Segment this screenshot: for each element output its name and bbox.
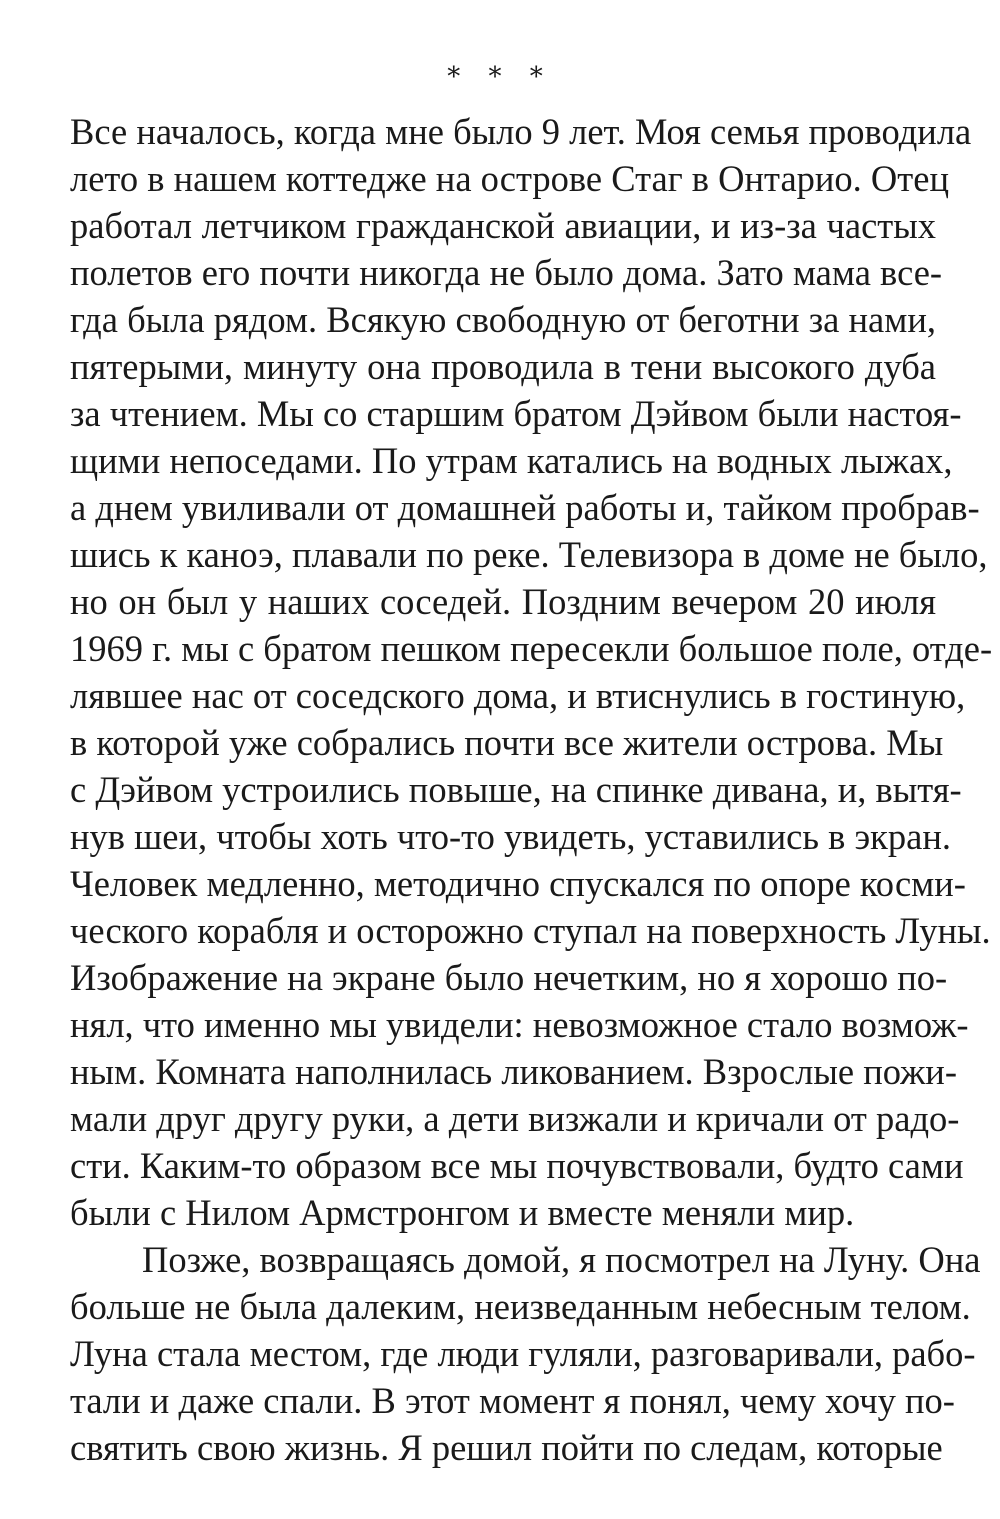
text-line: ным. Комната наполнилась ликованием. Взрослые пожи- <box>70 1051 957 1092</box>
text-line: были с Нилом Армстронгом и вместе меняли мир. <box>70 1192 855 1233</box>
text-line: Луна стала местом, где люди гуляли, разговаривали, рабо- <box>70 1333 976 1374</box>
text-line: работал летчиком гражданской авиации, и из-за частых <box>70 205 936 246</box>
text-line: ческого корабля и осторожно ступал на поверхность Луны. <box>70 910 991 951</box>
text-line: больше не была далеким, неизведанным небесным телом. <box>70 1286 971 1327</box>
text-line: нял, что именно мы увидели: невозможное стало возмож- <box>70 1004 969 1045</box>
text-line: нув шеи, чтобы хоть что-то увидеть, уставились в экран. <box>70 816 951 857</box>
text-line: лето в нашем коттедже на острове Стаг в Онтарио. Отец <box>70 158 949 199</box>
text-line: с Дэйвом устроились повыше, на спинке дивана, и, вытя- <box>70 769 962 810</box>
text-line: Все началось, когда мне было 9 лет. Моя семья проводила <box>70 111 972 152</box>
text-line: мали друг другу руки, а дети визжали и кричали от радо- <box>70 1098 960 1139</box>
section-separator: * * * <box>447 62 553 92</box>
text-line: а днем увиливали от домашней работы и, тайком пробрав- <box>70 487 980 528</box>
text-line: в которой уже собрались почти все жители острова. Мы <box>70 722 944 763</box>
text-line: лявшее нас от соседского дома, и втиснулись в гостиную, <box>70 675 966 716</box>
text-line: 1969 г. мы с братом пешком пересекли большое поле, отде- <box>70 628 993 669</box>
text-line: Человек медленно, методично спускался по опоре косми- <box>70 863 966 904</box>
text-line: за чтением. Мы со старшим братом Дэйвом были настоя- <box>70 393 962 434</box>
text-line: щими непоседами. По утрам катались на водных лыжах, <box>70 440 953 481</box>
text-line: шись к каноэ, плавали по реке. Телевизора в доме не было, <box>70 534 988 575</box>
text-line: пятерыми, минуту она проводила в тени высокого дуба <box>70 346 936 387</box>
text-line: Позже, возвращаясь домой, я посмотрел на Луну. Она <box>142 1239 981 1280</box>
text-line: сти. Каким-то образом все мы почувствовали, будто сами <box>70 1145 964 1186</box>
text-line: но он был у наших соседей. Поздним вечером 20 июля <box>70 581 936 622</box>
text-line: тали и даже спали. В этот момент я понял, чему хочу по- <box>70 1380 955 1421</box>
text-line: гда была рядом. Всякую свободную от беготни за нами, <box>70 299 936 340</box>
text-line: полетов его почти никогда не было дома. Зато мама все- <box>70 252 943 293</box>
text-line: Изображение на экране было нечетким, но я хорошо по- <box>70 957 948 998</box>
text-line: святить свою жизнь. Я решил пойти по следам, которые <box>70 1427 943 1468</box>
